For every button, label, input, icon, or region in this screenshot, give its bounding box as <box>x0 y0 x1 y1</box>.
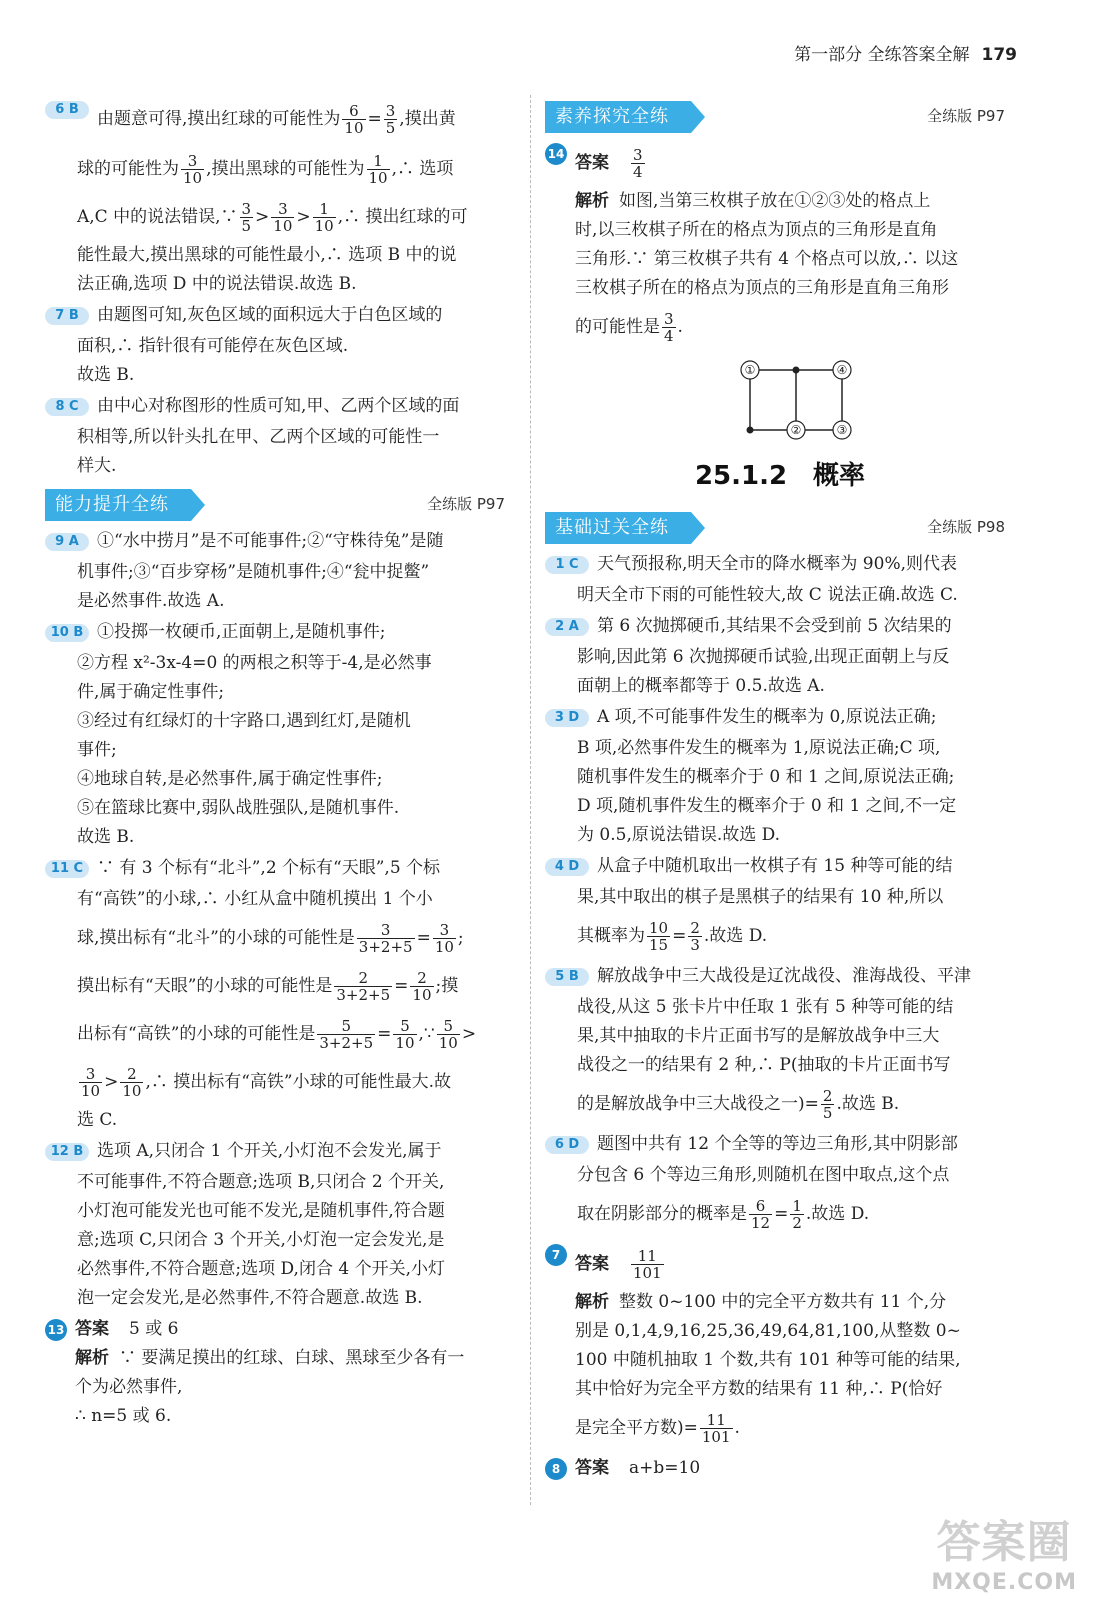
text-line: 明天全市下雨的可能性较大,故 C 说法正确.故选 C. <box>577 585 958 605</box>
answer-item-7 <box>45 301 515 330</box>
text-line: 第 6 次抛掷硬币,其结果不会受到前 5 次结果的 <box>597 616 952 636</box>
section-literacy <box>545 95 1015 139</box>
text-line: ⑤在篮球比赛中,弱队战胜强队,是随机事件. <box>77 798 400 818</box>
section-ref: 全练版 P97 <box>927 107 1005 125</box>
answer-badge: 11 C <box>45 860 89 878</box>
answer-value: 5 或 6 <box>129 1319 179 1339</box>
answer-item-r5 <box>545 962 1015 991</box>
answer-label: 答案 <box>575 153 609 173</box>
fraction: $\frac{3}{10}$ <box>81 1065 101 1100</box>
text-line: 积相等,所以针头扎在甲、乙两个区域的可能性一 <box>77 427 440 447</box>
answer-item-r2 <box>545 612 1015 641</box>
section-banner: 能力提升全练 <box>45 489 191 521</box>
text-line: 三枚棋子所在的格点为顶点的三角形是直角三角形 <box>575 278 949 298</box>
answer-item-r5-cont: 战役,从这 5 张卡片中任取 1 张有 5 种等可能的结 果,其中抽取的卡片正面书写的是解放战争中三大 战役之一的结果有 2 种,∴ P(抽取的卡片正面书写 的是解放战争中三大战役之一)= $\frac{2}{5}$ .故选 B. <box>545 993 1015 1128</box>
text-line: 分包含 6 个等边三角形,则随机在图中取点,这个点 <box>577 1165 950 1185</box>
answer-badge: 12 B <box>45 1143 89 1161</box>
answer-item-r7: 7 答案 $\frac{11}{101}$ 解析 整数 0~100 中的完全平方数共有 11 个,分 别是 0,1,4,9,16,25,36,49,64,81,100,从整数 0~ 100 中随机抽取 1 个数,共有 101 种等可能的结果, 其中恰好为完全平方数的结果有 11 种,∴ P(恰好 是完全平方数)= $\frac{11}{101}$ . <box>545 1240 1015 1452</box>
fraction: $\frac{3}{10}$ <box>273 200 293 235</box>
answer-label: 答案 <box>575 1458 609 1478</box>
answer-badge: 10 B <box>45 624 89 642</box>
point-label-3: ③ <box>836 423 848 437</box>
text-line: ①投掷一枚硬币,正面朝上,是随机事件; <box>97 622 386 642</box>
answer-badge: 9 A <box>45 533 89 551</box>
answer-badge: 8 C <box>45 398 89 416</box>
fraction: $\frac{1}{10}$ <box>368 152 388 187</box>
answer-item-r6 <box>545 1130 1015 1159</box>
text: ,摸出黄 <box>399 109 456 129</box>
answer-badge: 1 C <box>545 556 589 574</box>
answer-item-7-cont <box>45 332 515 390</box>
text-line: 法正确,选项 D 中的说法错误.故选 B. <box>77 274 357 294</box>
text-line: 果,其中取出的棋子是黑棋子的结果有 10 种,所以 <box>577 887 944 907</box>
fraction: $\frac{5}{10}$ <box>438 1017 458 1052</box>
fraction: $\frac{3}{4}$ <box>633 146 643 181</box>
text-line: 意;选项 C,只闭合 3 个开关,小灯泡一定会发光,是 <box>77 1230 445 1250</box>
fraction: $\frac{6}{10}$ <box>344 102 364 137</box>
fraction: $\frac{2}{10}$ <box>412 969 432 1004</box>
watermark-logo <box>931 1506 1077 1595</box>
answer-badge: 2 A <box>545 618 589 636</box>
text-line: 战役,从这 5 张卡片中任取 1 张有 5 种等可能的结 <box>577 997 954 1017</box>
fraction: $\frac{5}{10}$ <box>395 1017 415 1052</box>
text-line: 小灯泡可能发光也可能不发光,是随机事件,符合题 <box>77 1201 445 1221</box>
text-line: ∴ n=5 或 6. <box>75 1406 172 1426</box>
text-line: ①“水中捞月”是不可能事件;②“守株待兔”是随 <box>97 531 444 551</box>
answer-item-12 <box>45 1137 515 1166</box>
text-line: 样大. <box>77 456 117 476</box>
answer-item-r1 <box>545 550 1015 579</box>
fraction: $\frac{5}{3+2+5}$ <box>319 1017 374 1052</box>
fraction: $\frac{3}{10}$ <box>434 921 454 956</box>
answer-item-9 <box>45 527 515 556</box>
section-banner: 素养探究全练 <box>545 101 691 133</box>
text-line: ∵ 有 3 个标有“北斗”,2 个标有“天眼”,5 个标 <box>97 858 441 878</box>
text-line: 其中恰好为完全平方数的结果有 11 种,∴ P(恰好 <box>575 1379 943 1399</box>
text-line: A 项,不可能事件发生的概率为 0,原说法正确; <box>597 707 937 727</box>
answer-item-12-cont <box>45 1168 515 1313</box>
text-line: ②方程 x²-3x-4=0 的两根之积等于-4,是必然事 <box>77 653 432 673</box>
answer-item-r1-cont <box>545 581 1015 610</box>
answer-item-13: 13 答案 5 或 6 解析 ∵ 要满足摸出的红球、白球、黑球至少各有一 个为必然事件, ∴ n=5 或 6. <box>45 1315 515 1431</box>
answer-item-11-cont: 有“高铁”的小球,∴ 小红从盒中随机摸出 1 个小 球,摸出标有“北斗”的小球的可能性是 $\frac{3}{3+2+5}$ = $\frac{3}{10}$ ; 摸出标有“天眼”的小球的可能性是 $\frac{2}{3+2+5}$ = $\frac{2}{10}$ ;摸 出标有“高铁”的小球的可能性是 $\frac{5}{3+2+5}$ = $\frac{5}{10}$ ,∵ $\frac{5}{10}$ > $\frac{3}{10}$ > $\frac{2}{10}$ ,∴ 摸出标有“高铁”小球的可能性最大.故 选 C. <box>45 885 515 1135</box>
fraction: $\frac{10}{15}$ <box>649 919 669 954</box>
answer-label: 答案 <box>575 1254 609 1274</box>
text-line: 影响,因此第 6 次抛掷硬币试验,出现正面朝上与反 <box>577 647 950 667</box>
answer-item-r3-cont <box>545 734 1015 850</box>
answer-badge: 4 D <box>545 858 589 876</box>
text: 由题意可得,摸出红球的可能性为 <box>97 109 341 129</box>
point-label-1: ① <box>744 363 756 377</box>
text-line: 件,属于确定性事件; <box>77 682 225 702</box>
text-line: 三角形.∵ 第三枚棋子共有 4 个格点可以放,∴ 以这 <box>575 249 959 269</box>
section-ref: 全练版 P97 <box>427 495 505 513</box>
text-line: ③经过有红绿灯的十字路口,遇到红灯,是随机 <box>77 711 411 731</box>
answer-item-14: 14 答案 $\frac{3}{4}$ 解析 如图,当第三枚棋子放在①②③处的格点上 时,以三枚棋子所在的格点为顶点的三角形是直角 三角形.∵ 第三枚棋子共有 4 个格点可以放,∴ 以这 三枚棋子所在的格点为顶点的三角形是直角三角形 的可能性是 $\frac{3}{4}$ . <box>545 139 1015 351</box>
watermark-title: 答案圈 <box>936 1517 1072 1568</box>
text-line: ④地球自转,是必然事件,属于确定性事件; <box>77 769 383 789</box>
grid-figure <box>545 355 1015 445</box>
answer-badge: 3 D <box>545 709 589 727</box>
point-label-4: ④ <box>836 363 848 377</box>
text-line: 果,其中抽取的卡片正面书写的是解放战争中三大 <box>577 1026 940 1046</box>
text-line: 选 C. <box>77 1110 118 1130</box>
grid-point <box>793 367 800 374</box>
fraction: $\frac{2}{3}$ <box>690 919 700 954</box>
answer-item-9-cont <box>45 558 515 616</box>
fraction: $\frac{3}{4}$ <box>664 310 674 345</box>
answer-item-r8 <box>545 1454 1015 1483</box>
answer-item-6: 6 B 由题意可得,摸出红球的可能性为 $\frac{6}{10}$ = $\frac{3}{5}$ ,摸出黄 <box>45 95 515 143</box>
analysis-label: 解析 <box>575 1292 609 1312</box>
fraction: $\frac{3}{3+2+5}$ <box>358 921 413 956</box>
question-number: 13 <box>45 1319 67 1341</box>
page-number: 179 <box>981 45 1017 65</box>
column-divider <box>530 95 531 1505</box>
text-line: 随机事件发生的概率介于 0 和 1 之间,原说法正确; <box>577 767 955 787</box>
fraction: $\frac{2}{5}$ <box>822 1087 833 1122</box>
text-line: 个为必然事件, <box>75 1377 183 1397</box>
answer-badge: 7 B <box>45 307 89 325</box>
fraction: $\frac{6}{12}$ <box>751 1197 771 1232</box>
text-line: 故选 B. <box>77 827 135 847</box>
text-line: 别是 0,1,4,9,16,25,36,49,64,81,100,从整数 0~ <box>575 1321 961 1341</box>
answer-item-11 <box>45 854 515 883</box>
section-basic <box>545 506 1015 550</box>
fraction: $\frac{1}{10}$ <box>314 200 334 235</box>
question-number: 7 <box>545 1244 567 1266</box>
text-line: 时,以三枚棋子所在的格点为顶点的三角形是直角 <box>575 220 938 240</box>
text-line: 面朝上的概率都等于 0.5.故选 A. <box>577 676 825 696</box>
fraction: $\frac{1}{2}$ <box>792 1197 802 1232</box>
text-line: 必然事件,不符合题意;选项 D,闭合 4 个开关,小灯 <box>77 1259 445 1279</box>
text-line: 从盒子中随机取出一枚棋子有 15 种等可能的结 <box>597 856 953 876</box>
answer-label: 答案 <box>75 1319 109 1339</box>
text-line: 有“高铁”的小球,∴ 小红从盒中随机摸出 1 个小 <box>77 889 433 909</box>
answer-item-6-cont: 球的可能性为 $\frac{3}{10}$ ,摸出黑球的可能性为 $\frac{1}{10}$ ,∴ 选项 A,C 中的说法错误,∵ $\frac{3}{5}$ > $\frac{3}{10}$ > $\frac{1}{10}$ ,∴ 摸出红球的可 能性最大,摸出黑球的可能性最小,∴ 选项 B 中的说 法正确,选项 D 中的说法错误.故选 B. <box>45 145 515 299</box>
text-line: D 项,随机事件发生的概率介于 0 和 1 之间,不一定 <box>577 796 957 816</box>
text-line: 不可能事件,不符合题意;选项 B,只闭合 2 个开关, <box>77 1172 445 1192</box>
answer-item-10-cont <box>45 649 515 852</box>
answer-value: a+b=10 <box>629 1458 701 1478</box>
analysis-label: 解析 <box>75 1348 109 1368</box>
fraction: $\frac{2}{3+2+5}$ <box>336 969 391 1004</box>
grid-diagram <box>545 355 1015 445</box>
answer-badge: 6 B <box>45 101 89 119</box>
answer-item-r3 <box>545 703 1015 732</box>
text-line: 事件; <box>77 740 117 760</box>
answer-badge: 5 B <box>545 968 589 986</box>
answer-item-10 <box>45 618 515 647</box>
section-banner: 基础过关全练 <box>545 512 691 544</box>
text-line: 能性最大,摸出黑球的可能性最小,∴ 选项 B 中的说 <box>77 245 457 265</box>
text-line: 泡一定会发光,是必然事件,不符合题意.故选 B. <box>77 1288 423 1308</box>
question-number: 14 <box>545 143 567 165</box>
answer-item-r4 <box>545 852 1015 881</box>
page-header <box>794 40 1017 65</box>
text-line: 天气预报称,明天全市的降水概率为 90%,则代表 <box>597 554 957 574</box>
fraction: $\frac{2}{10}$ <box>122 1065 142 1100</box>
text-line: 解放战争中三大战役是辽沈战役、淮海战役、平津 <box>597 966 971 986</box>
text-line: 面积,∴ 指针很有可能停在灰色区域. <box>77 336 349 356</box>
answer-item-r2-cont <box>545 643 1015 701</box>
grid-point <box>747 427 754 434</box>
answer-badge: 6 D <box>545 1136 589 1154</box>
text-line: 是必然事件.故选 A. <box>77 591 225 611</box>
text-line: 故选 B. <box>77 365 135 385</box>
text-line: 机事件;③“百步穿杨”是随机事件;④“瓮中捉鳖” <box>77 562 430 582</box>
text-line: 为 0.5,原说法错误.故选 D. <box>577 825 781 845</box>
fraction: $\frac{3}{10}$ <box>183 152 203 187</box>
answer-item-r6-cont: 分包含 6 个等边三角形,则随机在图中取点,这个点 取在阴影部分的概率是 $\frac{6}{12}$ = $\frac{1}{2}$ .故选 D. <box>545 1161 1015 1238</box>
fraction: $\frac{11}{101}$ <box>633 1247 662 1282</box>
answer-item-r4-cont: 果,其中取出的棋子是黑棋子的结果有 10 种,所以 其概率为 $\frac{10}{15}$ = $\frac{2}{3}$ .故选 D. <box>545 883 1015 960</box>
fraction: $\frac{3}{5}$ <box>241 200 252 235</box>
left-column <box>45 95 515 1433</box>
text-line: 题图中共有 12 个全等的等边三角形,其中阴影部 <box>597 1134 958 1154</box>
watermark-url: MXQE.COM <box>931 1570 1077 1595</box>
section-ref: 全练版 P98 <box>927 518 1005 536</box>
fraction: $\frac{11}{101}$ <box>701 1411 731 1446</box>
answer-item-8 <box>45 392 515 421</box>
section-ability <box>45 483 515 527</box>
answer-item-8-cont <box>45 423 515 481</box>
right-column <box>545 95 1015 1485</box>
fraction: $\frac{3}{5}$ <box>385 102 396 137</box>
question-number: 8 <box>545 1458 567 1480</box>
section-subtitle: 25.1.2 概率 <box>694 461 866 491</box>
text-line: 战役之一的结果有 2 种,∴ P(抽取的卡片正面书写 <box>577 1055 951 1075</box>
text-line: 100 中随机抽取 1 个数,共有 101 种等可能的结果, <box>575 1350 961 1370</box>
text-line: B 项,必然事件发生的概率为 1,原说法正确;C 项, <box>577 738 941 758</box>
text-line: 选项 A,只闭合 1 个开关,小灯泡不会发光,属于 <box>97 1141 442 1161</box>
analysis-label: 解析 <box>575 191 609 211</box>
point-label-2: ② <box>790 423 802 437</box>
text-line: 由题图可知,灰色区域的面积远大于白色区域的 <box>97 305 443 325</box>
text-line: 由中心对称图形的性质可知,甲、乙两个区域的面 <box>97 396 460 416</box>
header-section: 第一部分 全练答案全解 <box>794 45 970 65</box>
